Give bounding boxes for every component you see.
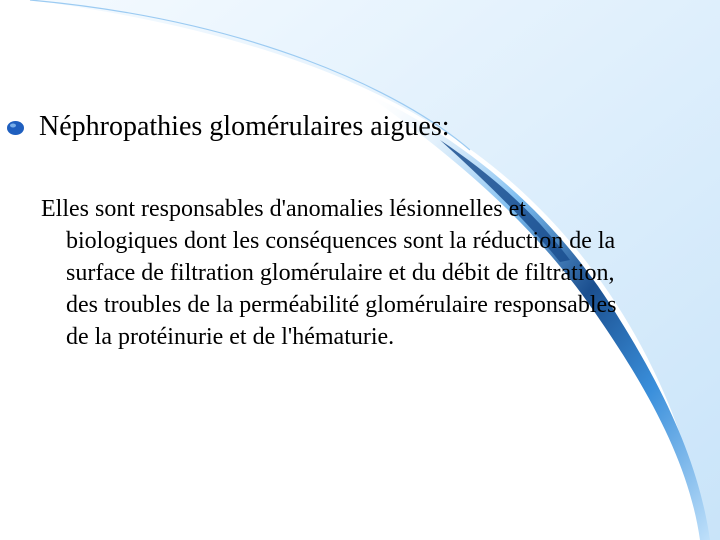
body-line: surface de filtration glomérulaire et du débit de filtration,	[66, 260, 615, 286]
body-paragraph	[41, 193, 709, 353]
bullet-heading: Néphropathies glomérulaires aigues:	[39, 111, 450, 142]
bullet-marker-icon	[6, 120, 25, 136]
body-line: biologiques dont les conséquences sont la réduction de la	[66, 228, 616, 254]
bullet-item	[6, 110, 450, 144]
body-line: Elles sont responsables d'anomalies lésionnelles et	[41, 196, 526, 222]
body-line: des troubles de la perméabilité glomérulaire responsables	[66, 292, 617, 318]
body-line: de la protéinurie et de l'hématurie.	[66, 324, 395, 350]
